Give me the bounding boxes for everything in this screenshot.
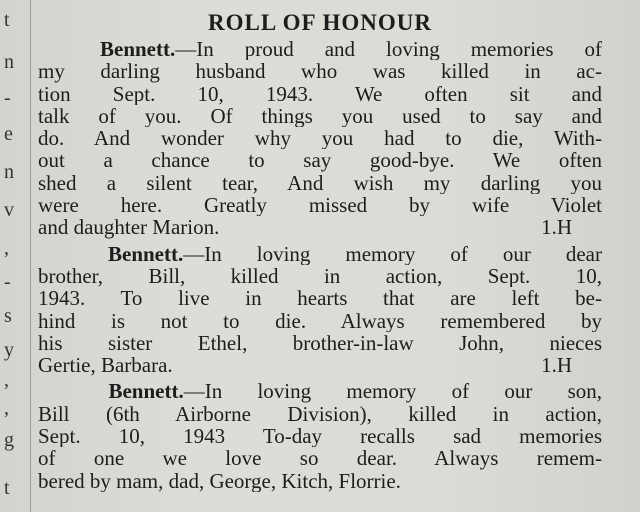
adjacent-column-fragments — [0, 0, 28, 512]
fragment-char: t — [4, 9, 10, 31]
notice-line-text — [38, 83, 602, 105]
notice-line-text — [38, 194, 602, 216]
column-rule — [30, 0, 31, 512]
fragment-char: - — [4, 271, 11, 293]
notices-list — [38, 38, 602, 492]
notice-line-text — [38, 287, 602, 309]
notice-line-text — [38, 470, 401, 492]
notice-text: shed a silent tear, And wish my darling you — [38, 171, 602, 195]
notice — [38, 380, 602, 491]
notice-line-text — [38, 38, 602, 60]
notice-text: —In loving memory of our son, — [183, 380, 602, 403]
notice-text: Sept. 10, 1943 To-day recalls sad memories — [38, 425, 602, 448]
notice-text: talk of you. Of things you used to say and — [38, 104, 602, 128]
notice-line — [38, 354, 602, 376]
notice-text: Bill (6th Airborne Division), killed in action, — [38, 402, 602, 426]
fragment-char: , — [4, 237, 9, 259]
notice-text: Gertie, Barbara. — [38, 354, 173, 377]
notice-line — [38, 38, 602, 60]
notice-text: brother, Bill, killed in action, Sept. 10, — [38, 264, 602, 288]
notice-line — [38, 60, 602, 82]
notice-signature: 1.H — [541, 354, 572, 377]
notice-text: bered by mam, dad, George, Kitch, Florrie. — [38, 469, 401, 492]
fragment-char: , — [4, 397, 9, 419]
notice — [38, 243, 602, 377]
notice-line — [38, 243, 602, 265]
notice-text: of one we love so dear. Always remem- — [38, 447, 602, 470]
notice-signature: 1.H — [541, 216, 572, 239]
fragment-char: v — [4, 199, 14, 221]
notice-line-text — [38, 243, 602, 265]
notice-text: his sister Ethel, brother-in-law John, nieces — [38, 331, 602, 355]
notice-line-text — [38, 354, 173, 376]
notice-line — [38, 380, 602, 402]
notice-surname: Bennett. — [108, 380, 184, 403]
notice-line — [38, 470, 602, 492]
fragment-char: g — [4, 429, 14, 451]
notice-text: out a chance to say good-bye. We often — [38, 149, 602, 172]
notice-line — [38, 447, 602, 469]
notice-line — [38, 83, 602, 105]
notice-line-text — [38, 403, 602, 425]
notice-text: tion Sept. 10, 1943. We often sit and — [38, 82, 602, 105]
notice-line — [38, 105, 602, 127]
roll-of-honour-column — [38, 0, 602, 492]
notice-line — [38, 194, 602, 216]
notice-line-text — [38, 310, 602, 332]
fragment-char: y — [4, 339, 14, 361]
fragment-char: t — [4, 477, 10, 499]
notice-line-text — [38, 425, 602, 447]
fragment-char: , — [4, 369, 9, 391]
notice-line-text — [38, 216, 219, 238]
notice-text: and daughter Marion. — [38, 216, 220, 239]
notice-line — [38, 403, 602, 425]
notice-line-text — [38, 447, 602, 469]
notice-line — [38, 332, 602, 354]
notice-line — [38, 310, 602, 332]
notice-text: were here. Greatly missed by wife Violet — [38, 194, 602, 217]
fragment-char: s — [4, 305, 12, 327]
notice — [38, 38, 602, 239]
notice-line — [38, 216, 602, 238]
notice-text: —In proud and loving memories of — [175, 38, 602, 61]
notice-line — [38, 172, 602, 194]
notice-line-text — [38, 380, 602, 402]
fragment-char: n — [4, 161, 14, 183]
notice-line-text — [38, 60, 602, 82]
notice-text: —In loving memory of our dear — [183, 242, 602, 265]
notice-line-text — [38, 332, 602, 354]
notice-text: my darling husband who was killed in ac- — [38, 60, 602, 83]
notice-line-text — [38, 105, 602, 127]
notice-line — [38, 265, 602, 287]
notice-line — [38, 287, 602, 309]
fragment-char: n — [4, 51, 14, 73]
notice-line — [38, 127, 602, 149]
notice-text: do. And wonder why you had to die, With- — [38, 127, 602, 150]
notice-line-text — [38, 127, 602, 149]
notice-line-text — [38, 172, 602, 194]
notice-surname: Bennett. — [108, 242, 184, 265]
notice-text: 1943. To live in hearts that are left be- — [38, 287, 602, 310]
fragment-char: e — [4, 123, 13, 145]
notice-surname: Bennett. — [100, 38, 176, 61]
notice-line — [38, 425, 602, 447]
notice-line-text — [38, 149, 602, 171]
notice-text: hind is not to die. Always remembered by — [38, 309, 602, 332]
notice-line — [38, 149, 602, 171]
page-title: ROLL OF HONOUR — [208, 10, 432, 35]
fragment-char: - — [4, 87, 11, 109]
notice-line-text — [38, 265, 602, 287]
